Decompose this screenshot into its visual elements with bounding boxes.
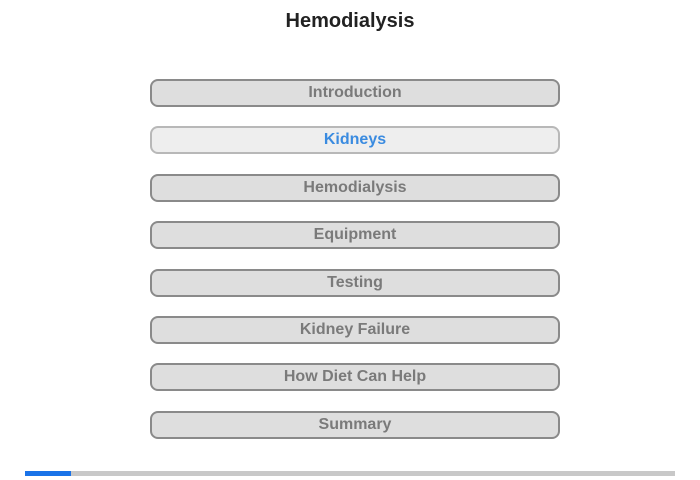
menu-item-equipment[interactable]: Equipment	[150, 221, 560, 249]
chapter-menu	[150, 79, 560, 458]
menu-item-introduction[interactable]: Introduction	[150, 79, 560, 107]
menu-item-summary[interactable]: Summary	[150, 411, 560, 439]
menu-item-how-diet-can-help[interactable]: How Diet Can Help	[150, 363, 560, 391]
progress-bar	[25, 471, 675, 476]
page-title: Hemodialysis	[285, 10, 415, 32]
menu-item-hemodialysis[interactable]: Hemodialysis	[150, 174, 560, 202]
progress-bar-fill	[25, 471, 71, 476]
menu-item-kidneys[interactable]: Kidneys	[150, 126, 560, 154]
menu-item-kidney-failure[interactable]: Kidney Failure	[150, 316, 560, 344]
menu-item-testing[interactable]: Testing	[150, 269, 560, 297]
